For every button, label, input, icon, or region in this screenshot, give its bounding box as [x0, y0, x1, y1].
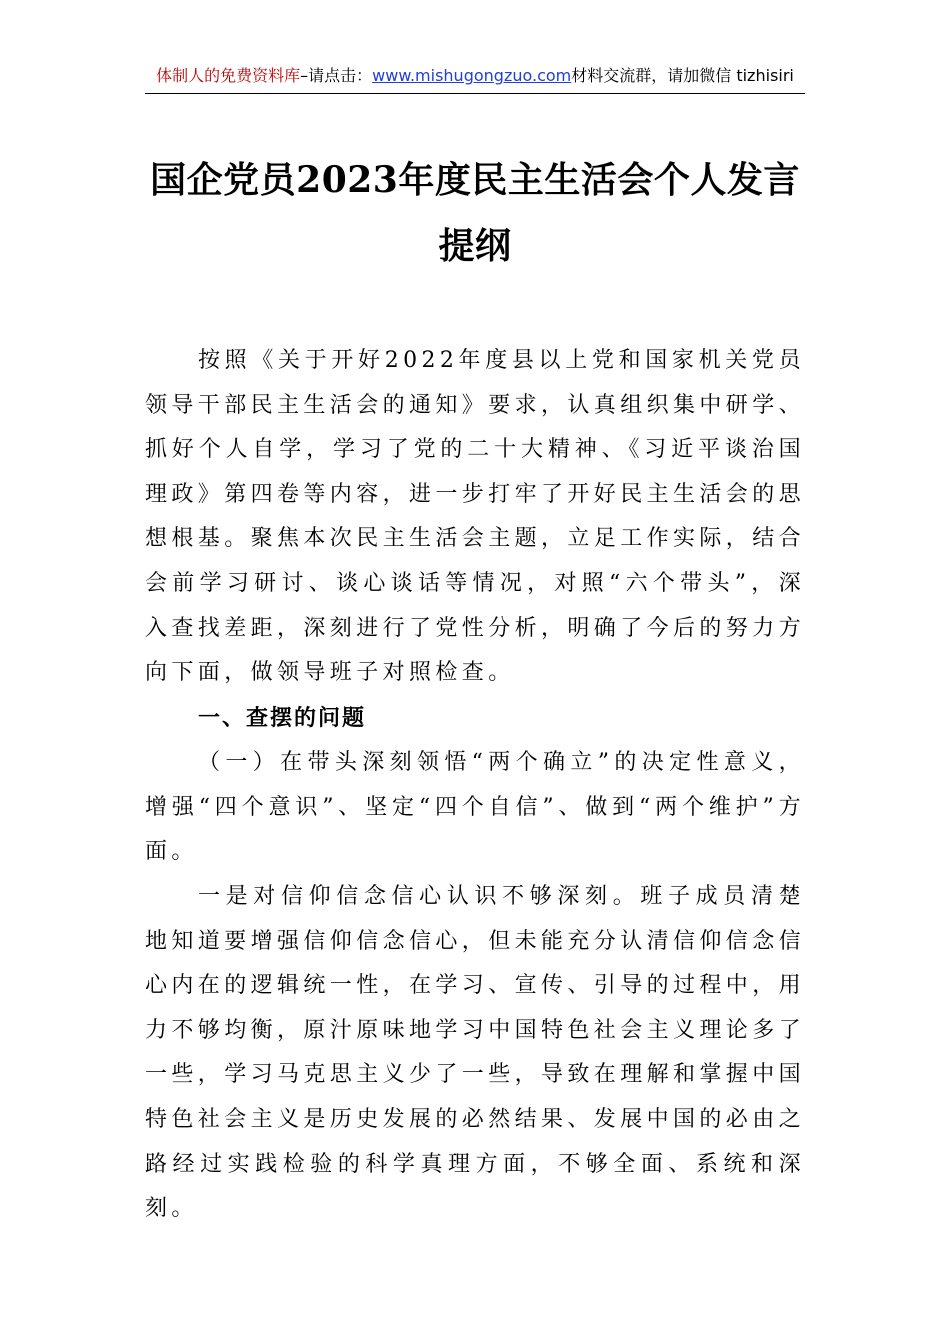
document-title: 国企党员2023年度民主生活会个人发言提纲: [150, 159, 800, 267]
header-brand: 体制人的免费资料库: [156, 66, 301, 85]
header-prompt: –请点击：: [300, 66, 373, 85]
header-link[interactable]: www.mishugongzuo.com: [372, 66, 572, 85]
page-header: [145, 64, 805, 88]
section-heading: 一、查摆的问题: [198, 706, 367, 731]
header-suffix: 材料交流群，请加微信 tizhisiri: [571, 66, 794, 85]
intro-paragraph: 按照《关于开好2022年度县以上党和国家机关党员领导干部民主生活会的通知》要求，认真组织集中研学、抓好个人自学，学习了党的二十大精神、《习近平谈治国理政》第四卷等内容，进一步打牢了开好民主生活会的思想根基。聚焦本次民主生活会主题，立足工作实际，结合会前学习研讨、谈心谈话等情况，对照“六个带头”，深入查找差距，深刻进行了党性分析，明确了今后的努力方向下面，做领导班子对照检查。: [145, 348, 806, 686]
header-divider: [145, 93, 805, 94]
point-one-paragraph: 一是对信仰信念信心认识不够深刻。班子成员清楚地知道要增强信仰信念信心，但未能充分认清信仰信念信心内在的逻辑统一性，在学习、宣传、引导的过程中，用力不够均衡，原汁原味地学习中国特色社会主义理论多了一些，学习马克思主义少了一些，导致在理解和掌握中国特色社会主义是历史发展的必然结果、发展中国的必由之路经过实践检验的科学真理方面，不够全面、系统和深刻。: [145, 884, 806, 1222]
subsection-heading: （一）在带头深刻领悟“两个确立”的决定性意义，增强“四个意识”、坚定“四个自信”、做到“两个维护”方面。: [145, 750, 805, 865]
